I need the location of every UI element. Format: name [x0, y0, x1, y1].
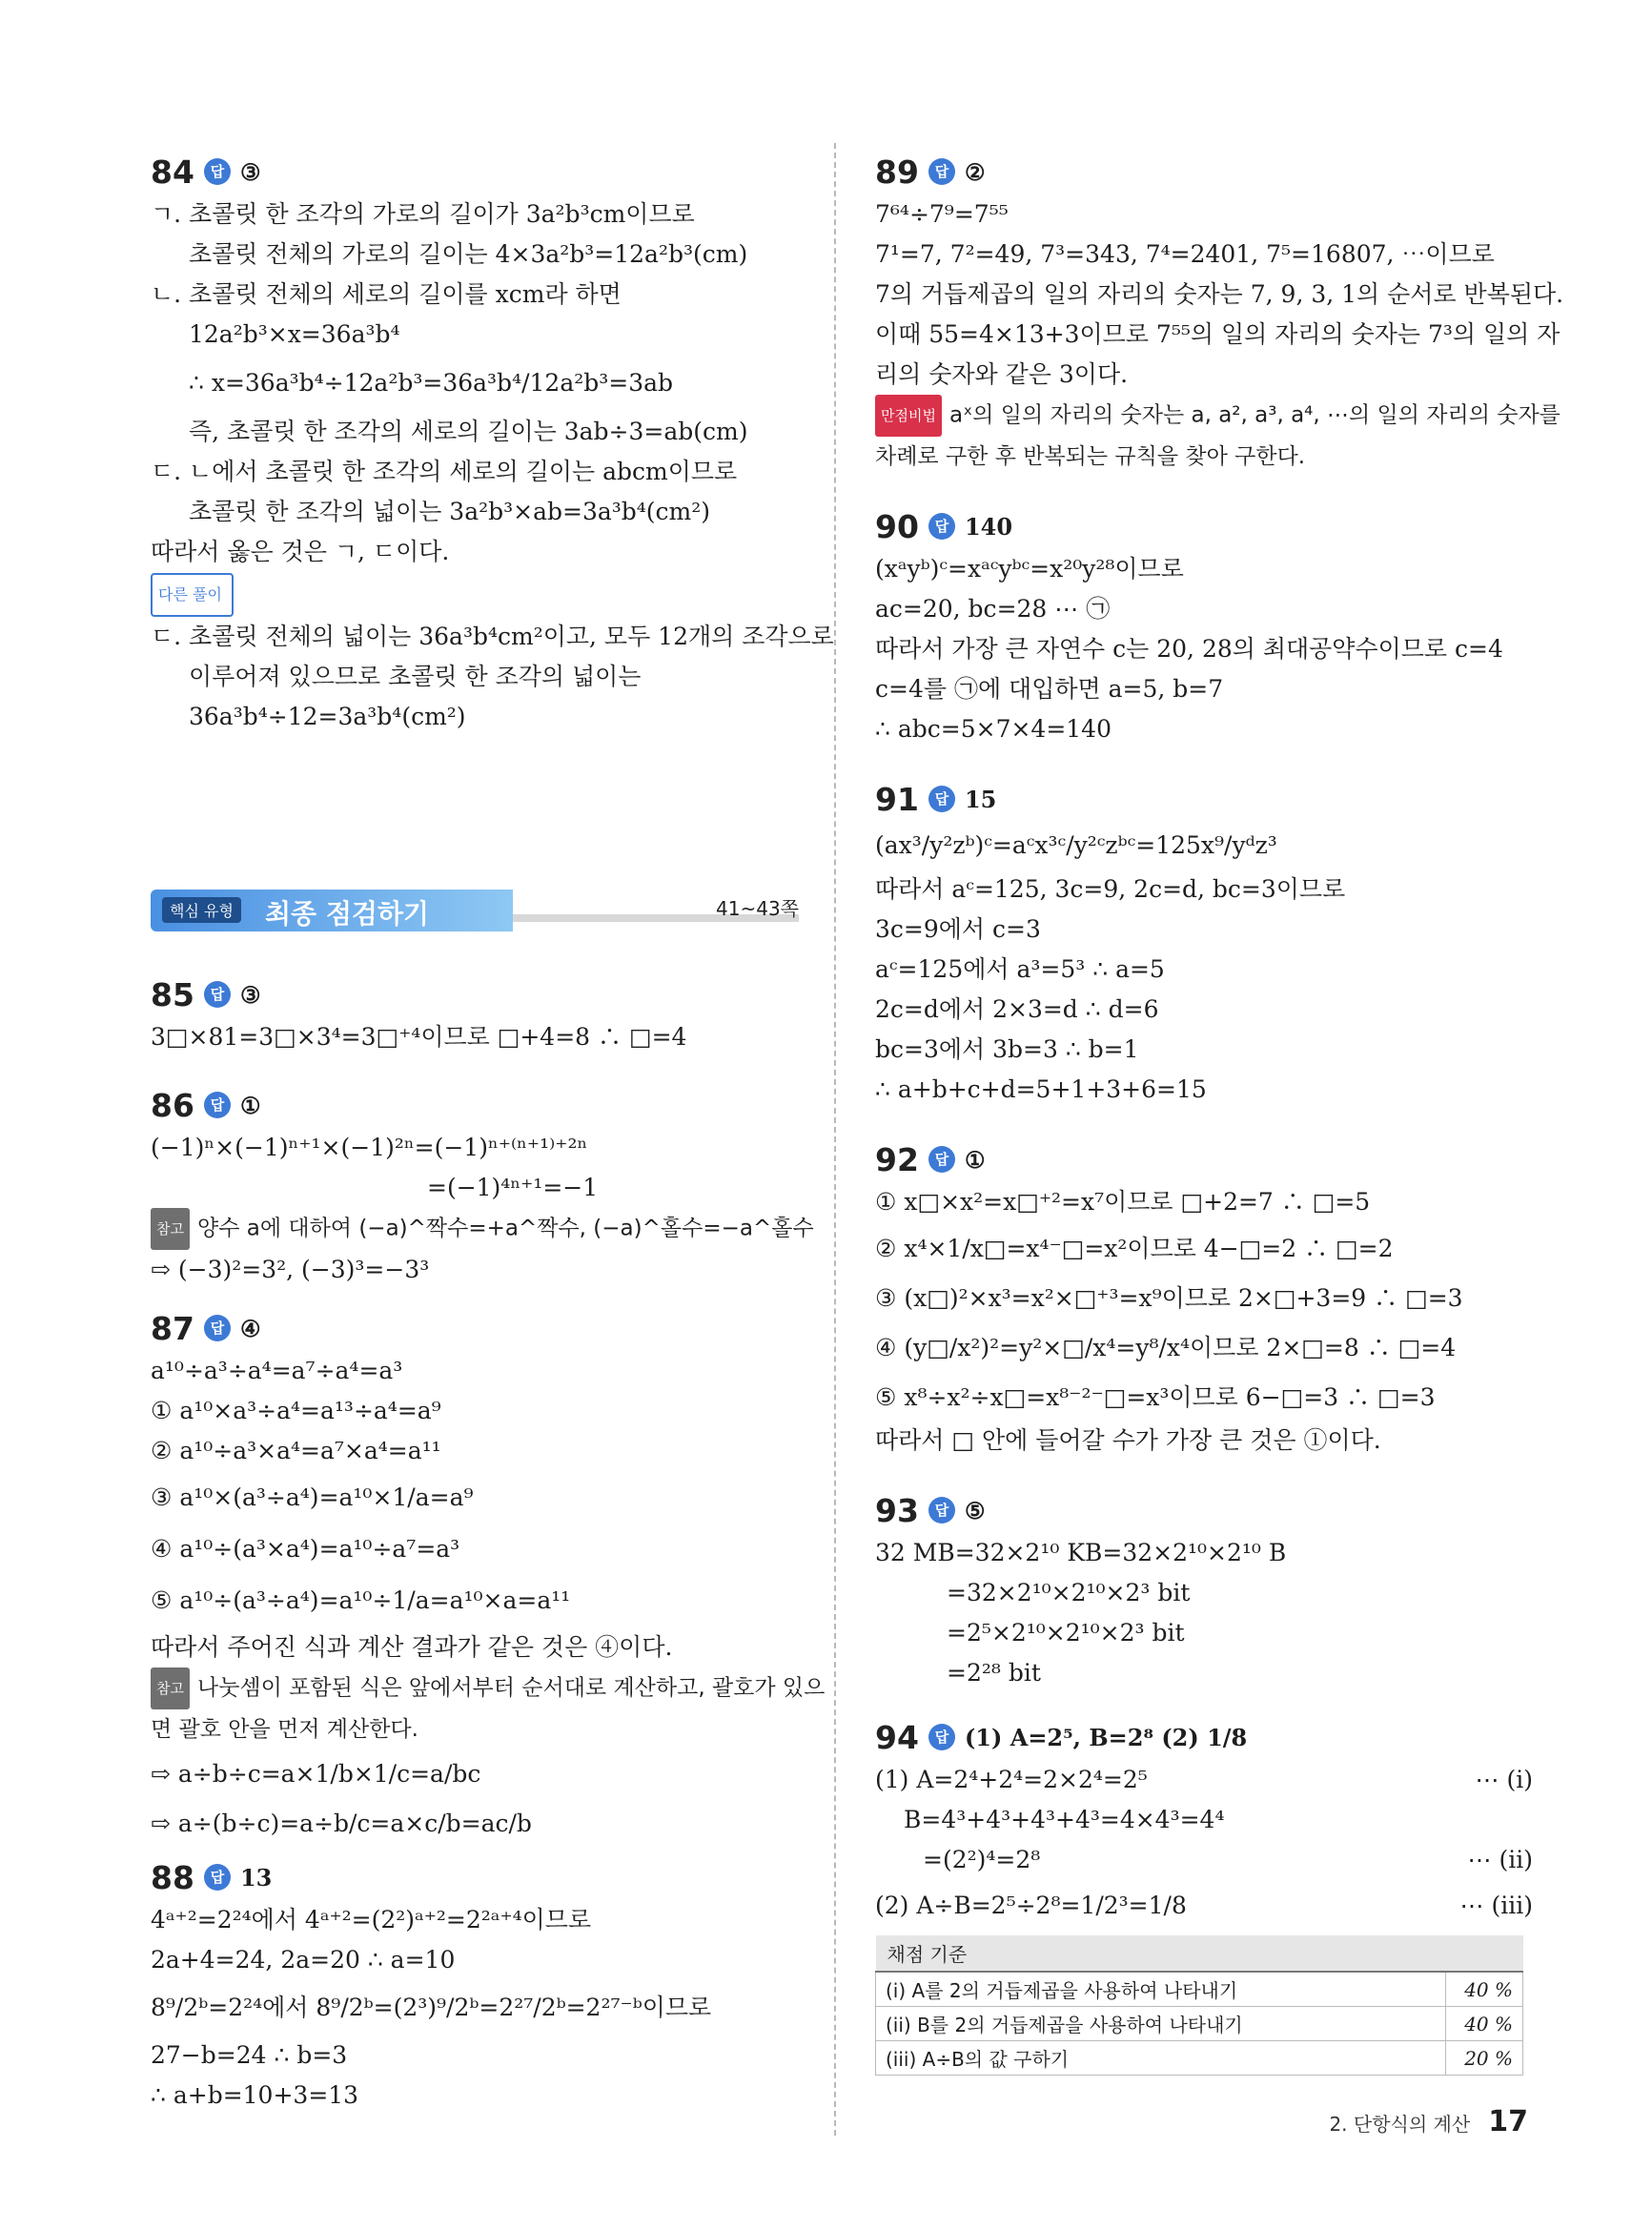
note-text: 나눗셈이 포함된 식은 앞에서부터 순서대로 계산하고, 괄호가 있으 — [196, 1675, 826, 1701]
answer: (1) A=2⁵, B=2⁸ (2) 1/8 — [964, 1723, 1248, 1751]
table-row — [876, 2007, 1523, 2041]
score-mark: ⋯ (iii) — [1459, 1892, 1533, 1919]
solution-line: c=4를 ㉠에 대입하면 a=5, b=7 — [875, 675, 1224, 703]
solution-line: 따라서 aᶜ=125, 3c=9, 2c=d, bc=3이므로 — [875, 875, 1346, 903]
problem-number: 84 — [151, 153, 194, 191]
alt-solution-line: 36a³b⁴÷12=3a³b⁴(cm²) — [189, 703, 466, 730]
solution-line: ⑤ a¹⁰÷(a³÷a⁴)=a¹⁰÷1/a=a¹⁰×a=a¹¹ — [151, 1586, 571, 1614]
scoring-pct: 20 % — [1446, 2041, 1523, 2076]
answer-tag: 답 — [928, 786, 955, 812]
solution-line: 2a+4=24, 2a=20 ∴ a=10 — [151, 1946, 456, 1974]
chapter-title: 2. 단항식의 계산 — [1329, 2113, 1471, 2136]
solution-line: =2⁵×2¹⁰×2¹⁰×2³ bit — [947, 1619, 1185, 1647]
solution-line: ② a¹⁰÷a³×a⁴=a⁷×a⁴=a¹¹ — [151, 1437, 441, 1464]
note-line: ⇨ a÷b÷c=a×1/b×1/c=a/bc — [151, 1760, 481, 1788]
score-mark: ⋯ (i) — [1475, 1766, 1533, 1793]
solution-line: ∴ x=36a³b⁴÷12a²b³=36a³b⁴/12a²b³=3ab — [189, 369, 674, 397]
answer: ② — [964, 157, 986, 186]
solution-line: ㄱ. 초콜릿 한 조각의 가로의 길이가 3a²b³cm이므로 — [151, 200, 695, 228]
solution-line: ac=20, bc=28 ⋯ ㉠ — [875, 595, 1111, 623]
solution-line: 7⁶⁴÷7⁹=7⁵⁵ — [875, 200, 1009, 228]
page-number: 17 — [1488, 2105, 1528, 2138]
scoring-pct: 40 % — [1446, 2007, 1523, 2041]
solution-line: ③ a¹⁰×(a³÷a⁴)=a¹⁰×1/a=a⁹ — [151, 1483, 474, 1511]
problem-93-header — [875, 1487, 1533, 1533]
page-footer — [1329, 2105, 1528, 2138]
scoring-pct: 40 % — [1446, 1972, 1523, 2007]
solution-line: ∴ a+b=10+3=13 — [151, 2081, 359, 2109]
solution-line: =2²⁸ bit — [947, 1659, 1041, 1687]
answer-tag: 답 — [204, 158, 231, 185]
solution-line: 7¹=7, 7²=49, 7³=343, 7⁴=2401, 7⁵=16807, ⋯이므로 — [875, 240, 1495, 268]
tip-label: 만점비법 — [875, 395, 942, 437]
solution-line: 초콜릿 한 조각의 넓이는 3a²b³×ab=3a³b⁴(cm²) — [189, 498, 711, 525]
alt-solution-line: 이루어져 있으므로 초콜릿 한 조각의 넓이는 — [189, 663, 642, 690]
note-text: 양수 a에 대하여 (−a)^짝수=+a^짝수, (−a)^홀수=−a^홀수 — [196, 1216, 814, 1241]
solution-line: ㄴ. 초콜릿 전체의 세로의 길이를 xcm라 하면 — [151, 280, 622, 308]
answer: ③ — [239, 980, 261, 1009]
problem-88-header — [151, 1854, 799, 1900]
solution-line: aᶜ=125에서 a³=5³ ∴ a=5 — [875, 955, 1165, 983]
section-title: 최종 점검하기 — [265, 898, 430, 930]
solution-line: 2c=d에서 2×3=d ∴ d=6 — [875, 995, 1159, 1023]
note-text: 면 괄호 안을 먼저 계산한다. — [151, 1717, 418, 1742]
solution-line: ② x⁴×1/x□=x⁴⁻□=x²이므로 4−□=2 ∴ □=2 — [875, 1235, 1394, 1262]
solution-line: (1) A=2⁴+2⁴=2×2⁴=2⁵ ⋯ (i) — [875, 1760, 1533, 1800]
solution-line: 따라서 가장 큰 자연수 c는 20, 28의 최대공약수이므로 c=4 — [875, 635, 1503, 663]
solution-line: 초콜릿 전체의 가로의 길이는 4×3a²b³=12a²b³(cm) — [189, 240, 748, 268]
problem-94-header — [875, 1714, 1533, 1760]
solution-line: a¹⁰÷a³÷a⁴=a⁷÷a⁴=a³ — [151, 1357, 403, 1384]
solution-line: 12a²b³×x=36a³b⁴ — [189, 320, 400, 348]
answer: ① — [239, 1091, 261, 1119]
solution-line: bc=3에서 3b=3 ∴ b=1 — [875, 1035, 1139, 1063]
section-pages: 41~43쪽 — [716, 897, 799, 920]
solution-line: 7의 거듭제곱의 일의 자리의 숫자는 7, 9, 3, 1의 순서로 반복된다. — [875, 280, 1564, 308]
answer-tag: 답 — [928, 513, 955, 540]
problem-84-header — [151, 149, 799, 194]
answer-tag: 답 — [204, 1864, 231, 1891]
problem-number: 91 — [875, 780, 919, 818]
solution-line: (−1)ⁿ×(−1)ⁿ⁺¹×(−1)²ⁿ=(−1)ⁿ⁺⁽ⁿ⁺¹⁾⁺²ⁿ — [151, 1134, 588, 1161]
problem-85-header — [151, 972, 799, 1017]
answer: ③ — [239, 157, 261, 186]
problem-89-header — [875, 149, 1533, 194]
section-header — [151, 890, 799, 937]
answer: ① — [964, 1145, 986, 1174]
note-line: ⇨ a÷(b÷c)=a÷b/c=a×c/b=ac/b — [151, 1810, 532, 1837]
answer: ④ — [239, 1314, 261, 1342]
problem-number: 85 — [151, 975, 194, 1013]
scoring-header: 채점 기준 — [876, 1935, 1523, 1972]
solution-line: 이때 55=4×13+3이므로 7⁵⁵의 일의 자리의 숫자는 7³의 일의 자 — [875, 320, 1560, 348]
answer-tag: 답 — [928, 1497, 955, 1524]
score-mark: ⋯ (ii) — [1467, 1846, 1533, 1873]
problem-87-header — [151, 1305, 799, 1351]
answer-tag: 답 — [204, 1092, 231, 1118]
solution-line: 8⁹/2ᵇ=2²⁴에서 8⁹/2ᵇ=(2³)⁹/2ᵇ=2²⁷/2ᵇ=2²⁷⁻ᵇ이므로 — [151, 1994, 712, 2021]
solution-line: ① x□×x²=x□⁺²=x⁷이므로 □+2=7 ∴ □=5 — [875, 1188, 1371, 1216]
answer-tag: 답 — [928, 1724, 955, 1750]
solution-line: ④ (y□/x²)²=y²×□/x⁴=y⁸/x⁴이므로 2×□=8 ∴ □=4 — [875, 1334, 1457, 1361]
problem-number: 87 — [151, 1309, 194, 1347]
answer: 15 — [964, 785, 997, 813]
solution-line: 리의 숫자와 같은 3이다. — [875, 360, 1129, 388]
right-column — [875, 143, 1564, 2076]
problem-number: 89 — [875, 153, 919, 191]
answer: 140 — [964, 512, 1013, 541]
answer-tag: 답 — [204, 1315, 231, 1341]
problem-number: 88 — [151, 1858, 194, 1896]
alt-solution-line: ㄷ. 초콜릿 전체의 넓이는 36a³b⁴cm²이고, 모두 12개의 조각으로 — [151, 623, 834, 650]
table-row — [876, 2041, 1523, 2076]
problem-86-header — [151, 1082, 799, 1128]
scoring-item: (i) A를 2의 거듭제곱을 사용하여 나타내기 — [876, 1972, 1446, 2007]
note-line: ⇨ (−3)²=3², (−3)³=−3³ — [151, 1256, 430, 1283]
alt-solution-label: 다른 풀이 — [151, 573, 234, 617]
scoring-table — [875, 1935, 1523, 2076]
problem-number: 93 — [875, 1491, 919, 1529]
solution-line: 32 MB=32×2¹⁰ KB=32×2¹⁰×2¹⁰ B — [875, 1539, 1287, 1566]
solution-line: ∴ abc=5×7×4=140 — [875, 715, 1112, 743]
column-divider — [834, 143, 836, 2136]
solution-line: ④ a¹⁰÷(a³×a⁴)=a¹⁰÷a⁷=a³ — [151, 1535, 460, 1563]
answer-tag: 답 — [928, 158, 955, 185]
note-label: 참고 — [151, 1667, 190, 1709]
scoring-item: (iii) A÷B의 값 구하기 — [876, 2041, 1446, 2076]
problem-91-header — [875, 776, 1533, 822]
answer-tag: 답 — [204, 981, 231, 1008]
solution-line: =32×2¹⁰×2¹⁰×2³ bit — [947, 1579, 1191, 1606]
solution-line: 즉, 초콜릿 한 조각의 세로의 길이는 3ab÷3=ab(cm) — [189, 418, 748, 445]
solution-line: ∴ a+b+c+d=5+1+3+6=15 — [875, 1075, 1207, 1103]
solution-line: 27−b=24 ∴ b=3 — [151, 2041, 348, 2069]
solution-line: ㄷ. ㄴ에서 초콜릿 한 조각의 세로의 길이는 abcm이므로 — [151, 458, 738, 485]
solution-line: 3□×81=3□×3⁴=3□⁺⁴이므로 □+4=8 ∴ □=4 — [151, 1023, 687, 1051]
section-label: 핵심 유형 — [162, 897, 241, 923]
solution-line: ③ (x□)²×x³=x²×□⁺³=x⁹이므로 2×□+3=9 ∴ □=3 — [875, 1284, 1463, 1312]
solution-line: (2) A÷B=2⁵÷2⁸=1/2³=1/8 ⋯ (iii) — [875, 1880, 1533, 1932]
problem-number: 86 — [151, 1086, 194, 1124]
solution-line: 따라서 옳은 것은 ㄱ, ㄷ이다. — [151, 538, 450, 565]
solution-line: 4ᵃ⁺²=2²⁴에서 4ᵃ⁺²=(2²)ᵃ⁺²=2²ᵃ⁺⁴이므로 — [151, 1906, 592, 1933]
problem-number: 92 — [875, 1140, 919, 1178]
solution-line: 따라서 주어진 식과 계산 결과가 같은 것은 ④이다. — [151, 1633, 673, 1661]
left-column — [151, 143, 834, 2116]
solution-line: 따라서 □ 안에 들어갈 수가 가장 큰 것은 ①이다. — [875, 1426, 1381, 1454]
problem-90-header — [875, 503, 1533, 549]
problem-number: 90 — [875, 507, 919, 545]
answer: 13 — [239, 1863, 273, 1892]
scoring-item: (ii) B를 2의 거듭제곱을 사용하여 나타내기 — [876, 2007, 1446, 2041]
solution-line: ① a¹⁰×a³÷a⁴=a¹³÷a⁴=a⁹ — [151, 1397, 441, 1424]
solution-line: B=4³+4³+4³+4³=4×4³=4⁴ — [904, 1806, 1225, 1833]
table-row — [876, 1972, 1523, 2007]
solution-line: 3c=9에서 c=3 — [875, 915, 1041, 943]
note-label: 참고 — [151, 1208, 190, 1250]
solution-line: (ax³/y²zᵇ)ᶜ=aᶜx³ᶜ/y²ᶜzᵇᶜ=125x⁹/yᵈz³ — [875, 831, 1277, 859]
solution-line: ⑤ x⁸÷x²÷x□=x⁸⁻²⁻□=x³이므로 6−□=3 ∴ □=3 — [875, 1383, 1436, 1411]
tip-text: aˣ의 일의 자리의 숫자는 a, a², a³, a⁴, ⋯의 일의 자리의 숫자를 — [948, 402, 1560, 428]
answer-tag: 답 — [928, 1146, 955, 1173]
tip-text: 차례로 구한 후 반복되는 규칙을 찾아 구한다. — [875, 444, 1306, 469]
solution-line: (xᵃyᵇ)ᶜ=xᵃᶜyᵇᶜ=x²⁰y²⁸이므로 — [875, 555, 1184, 583]
answer: ⑤ — [964, 1496, 986, 1524]
problem-92-header — [875, 1136, 1533, 1182]
solution-line: =(2²)⁴=2⁸ ⋯ (ii) — [875, 1840, 1533, 1880]
problem-number: 94 — [875, 1718, 919, 1756]
solution-line: =(−1)⁴ⁿ⁺¹=−1 — [427, 1174, 599, 1201]
